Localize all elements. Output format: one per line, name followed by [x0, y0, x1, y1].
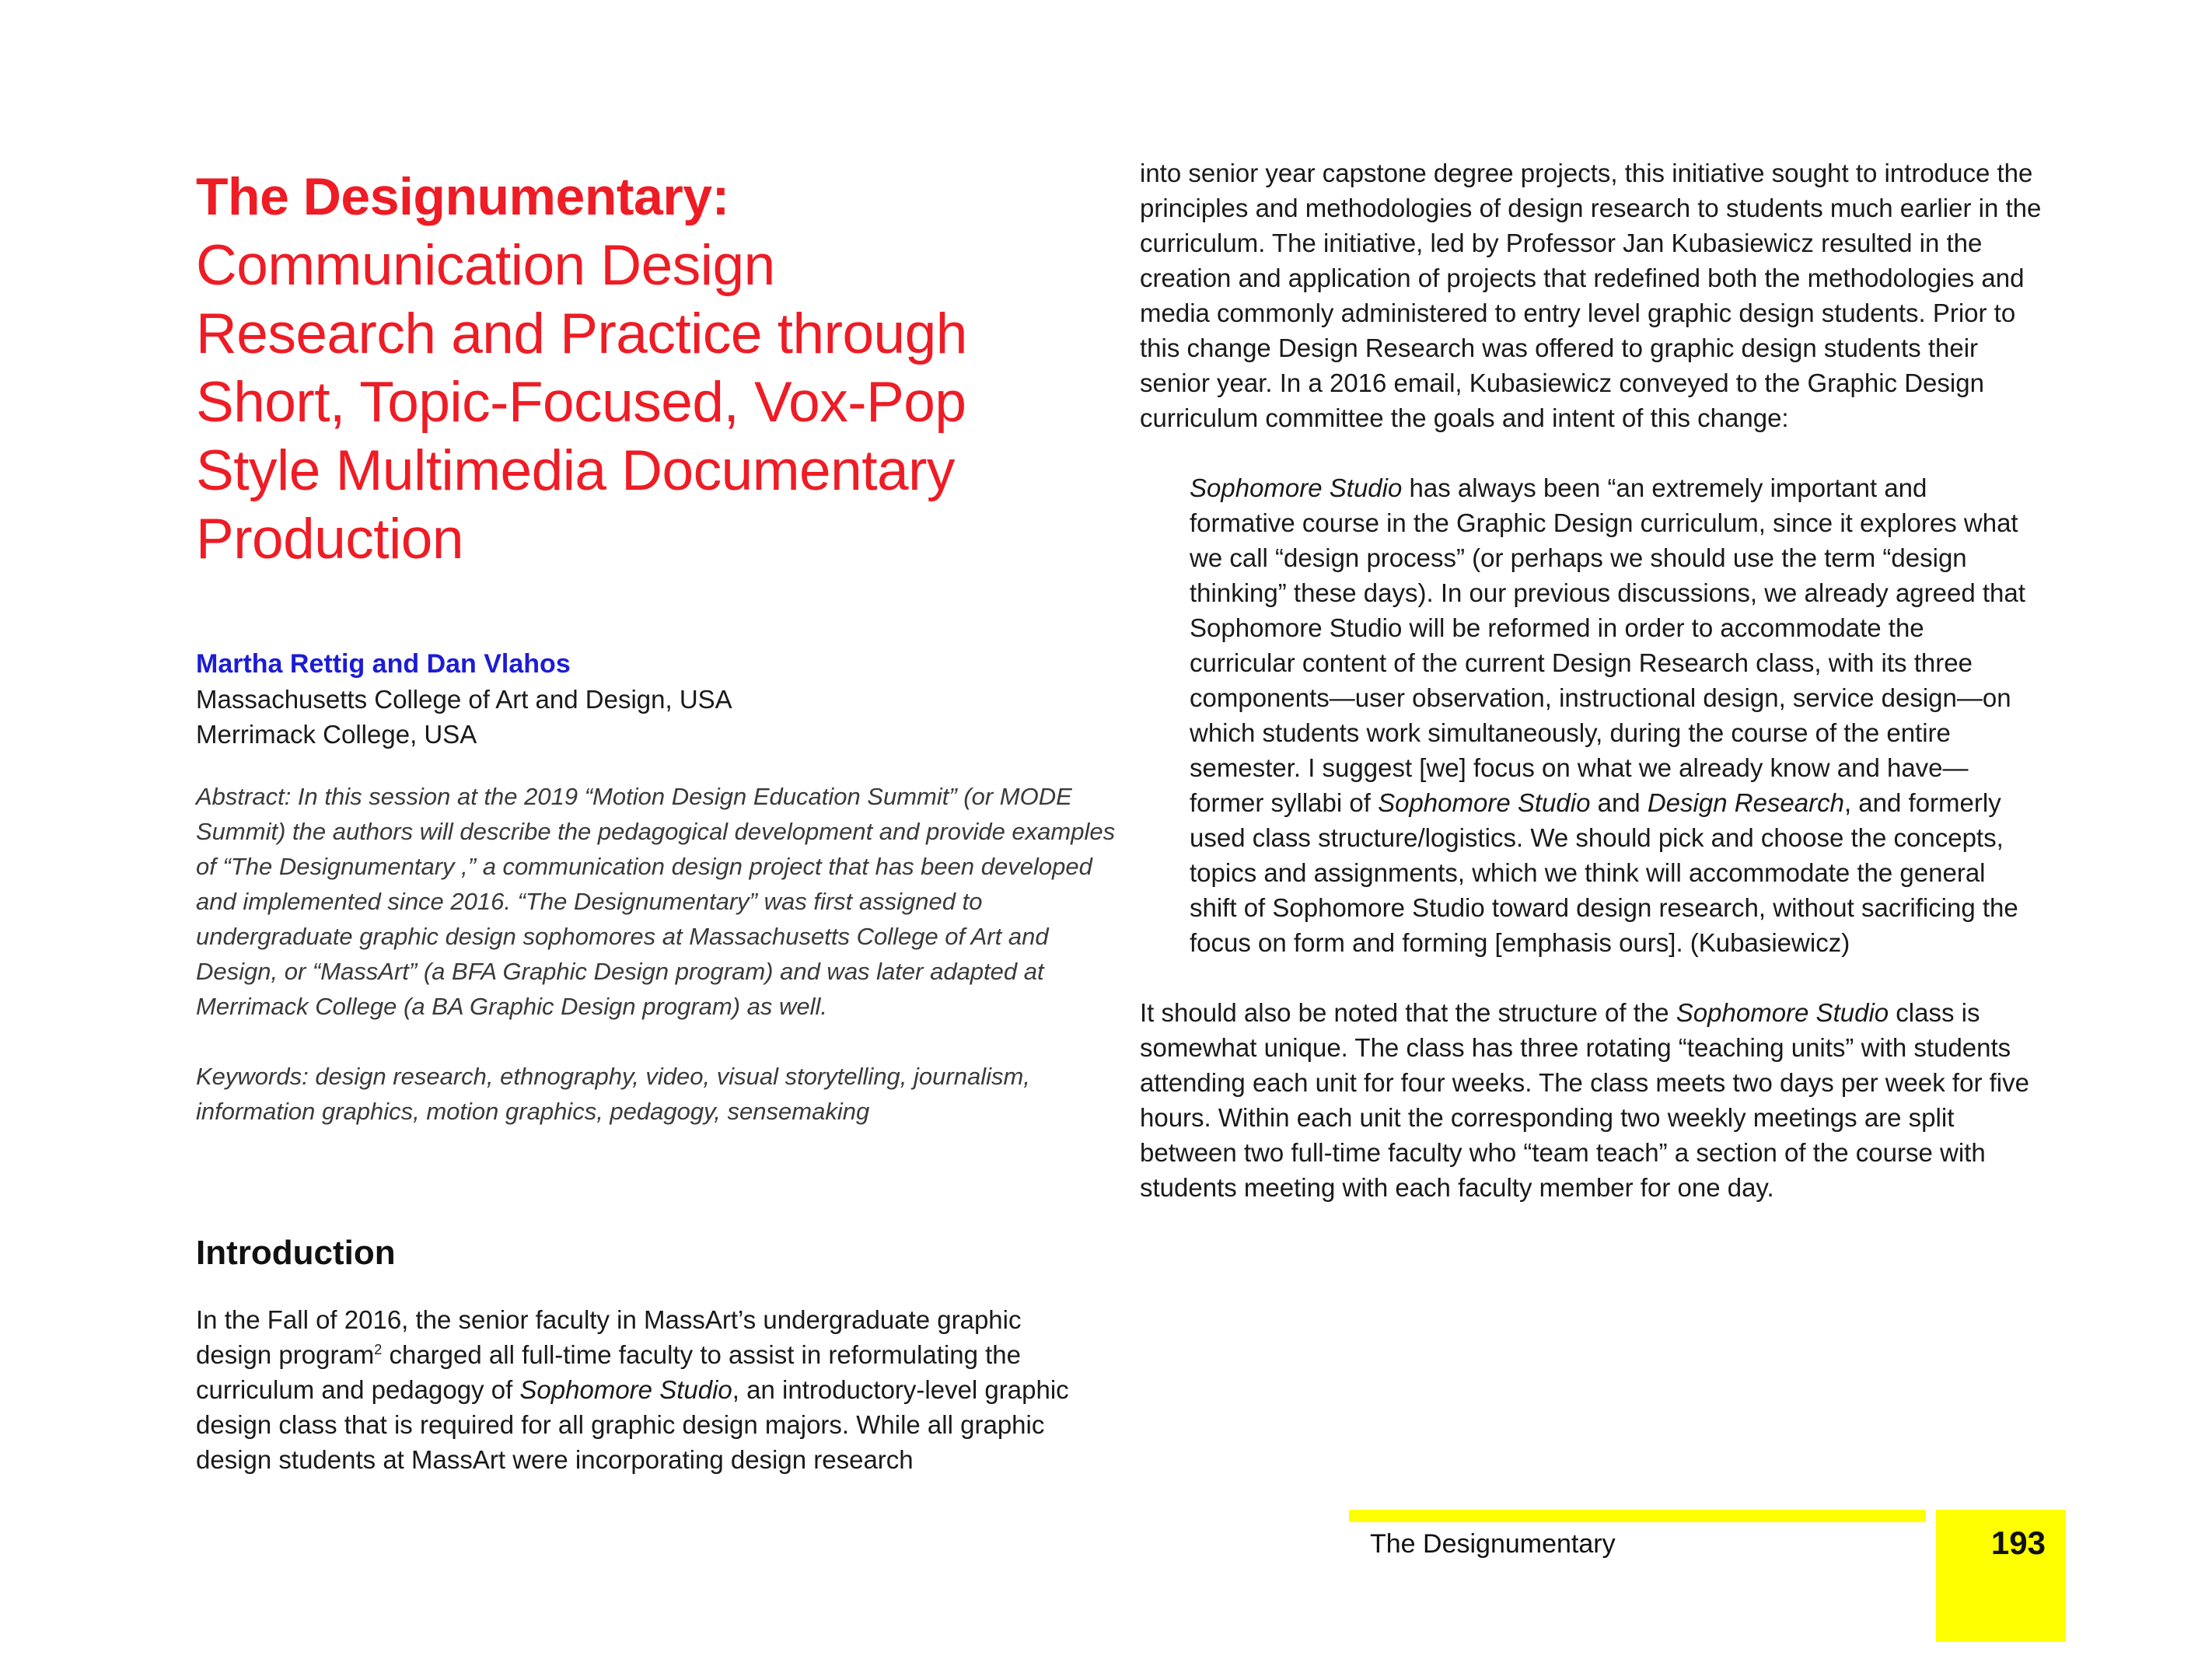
paper-title-main: The Designumentary:	[196, 167, 729, 226]
section-heading-introduction: Introduction	[196, 1234, 396, 1272]
quote-italic: Sophomore Studio	[1190, 473, 1403, 502]
title-line: Research and Practice through	[196, 302, 967, 365]
affiliation: Massachusetts College of Art and Design, USA	[196, 685, 732, 714]
intro-text-part: , an introductory-level graphic design class that is required for all graphic design majors. While all graphic design students at MassArt were incorporating design research	[196, 1375, 1069, 1474]
page-number-box	[1936, 1510, 2066, 1642]
keywords: Keywords: design research, ethnography, video, visual storytelling, journalism, information graphics, motion graphics, pedagogy, sensemaking	[196, 1063, 1030, 1125]
page-number: 193	[1990, 1525, 2046, 1561]
author-block	[196, 647, 1113, 752]
course-name: Sophomore Studio	[1676, 998, 1889, 1027]
title-line: Style Multimedia Documentary	[196, 439, 955, 502]
right-column	[1140, 155, 2050, 1205]
quote-italic: Sophomore Studio	[1378, 788, 1591, 817]
body-text-part: It should also be noted that the structure of the	[1140, 998, 1676, 1027]
affiliation: Merrimack College, USA	[196, 720, 477, 749]
title-line: Short, Topic-Focused, Vox-Pop	[196, 371, 966, 434]
footer-accent-bar	[1349, 1510, 1926, 1522]
body-paragraph	[1140, 995, 2050, 1205]
introduction-paragraph	[196, 1302, 1082, 1477]
quote-text: and	[1590, 788, 1648, 817]
intro-text-part: charged all full-time faculty to assist in reformulating the curriculum and pedagogy of	[196, 1340, 1022, 1404]
title-line: Communication Design	[196, 234, 775, 297]
quote-text: , and formerly used class structure/logistics. We should pick and choose the concepts, topics and assignments, which we think will accommodate the general shift of Sophomore Studio toward design research, without sacrificing the focus on form and forming [emphasis ours]. (Kubasiewicz)	[1190, 788, 2018, 957]
body-paragraph: into senior year capstone degree projects, this initiative sought to introduce the principles and methodologies of design research to students much earlier in the curriculum. The initiative, led by Professor Jan Kubasiewicz resulted in the creation and application of projects that redefined both the methodologies and media commonly administered to entry level graphic design students. Prior to this change Design Research was offered to graphic design students their senior year. In a 2016 email, Kubasiewicz conveyed to the Graphic Design curriculum committee the goals and intent of this change:	[1140, 159, 2042, 432]
quote-text: has always been “an extremely important and formative course in the Graphic Design curriculum, since it explores what we call “design process” (or perhaps we should use the term “design thinking” these days). In our previous discussions, we already agreed that Sophomore Studio will be reformed in order to accommodate the curricular content of the current Design Research class, with its three components—user observation, instructional design, service design—on which students work simultaneously, during the course of the entire semester. I suggest [we] focus on what we already know and have—former syllabi of	[1190, 473, 2025, 817]
left-column	[196, 162, 1116, 1477]
course-name: Sophomore Studio	[519, 1375, 732, 1404]
intro-text-part: In the Fall of 2016, the senior faculty in MassArt’s undergraduate graphic design program	[196, 1305, 1022, 1369]
author-names: Martha Rettig and Dan Vlahos	[196, 649, 571, 679]
quote-italic: Design Research	[1647, 788, 1844, 817]
abstract: Abstract: In this session at the 2019 “Motion Design Education Summit” (or MODE Summit) the authors will describe the pedagogical development and provide examples of “The Designumentary ,” a communication design project that has been developed and implemented since 2016. “The Designumentary” was first assigned to undergraduate graphic design sophomores at Massachusetts College of Art and Design, or “MassArt” (a BFA Graphic Design program) and was later adapted at Merrimack College (a BA Graphic Design program) as well.	[196, 783, 1116, 1020]
block-quote	[1190, 470, 2029, 960]
paper-title-subtitle	[196, 232, 1113, 574]
footnote-mark: 2	[374, 1342, 383, 1357]
body-text-part: class is somewhat unique. The class has three rotating “teaching units” with students attending each unit for four weeks. The class meets two days per week for five hours. Within each unit the corresponding two weekly meetings are split between two full-time faculty who “team teach” a section of the course with students meeting with each faculty member for one day.	[1140, 998, 2029, 1202]
title-line: Production	[196, 508, 463, 571]
running-title: The Designumentary	[1370, 1529, 1616, 1559]
